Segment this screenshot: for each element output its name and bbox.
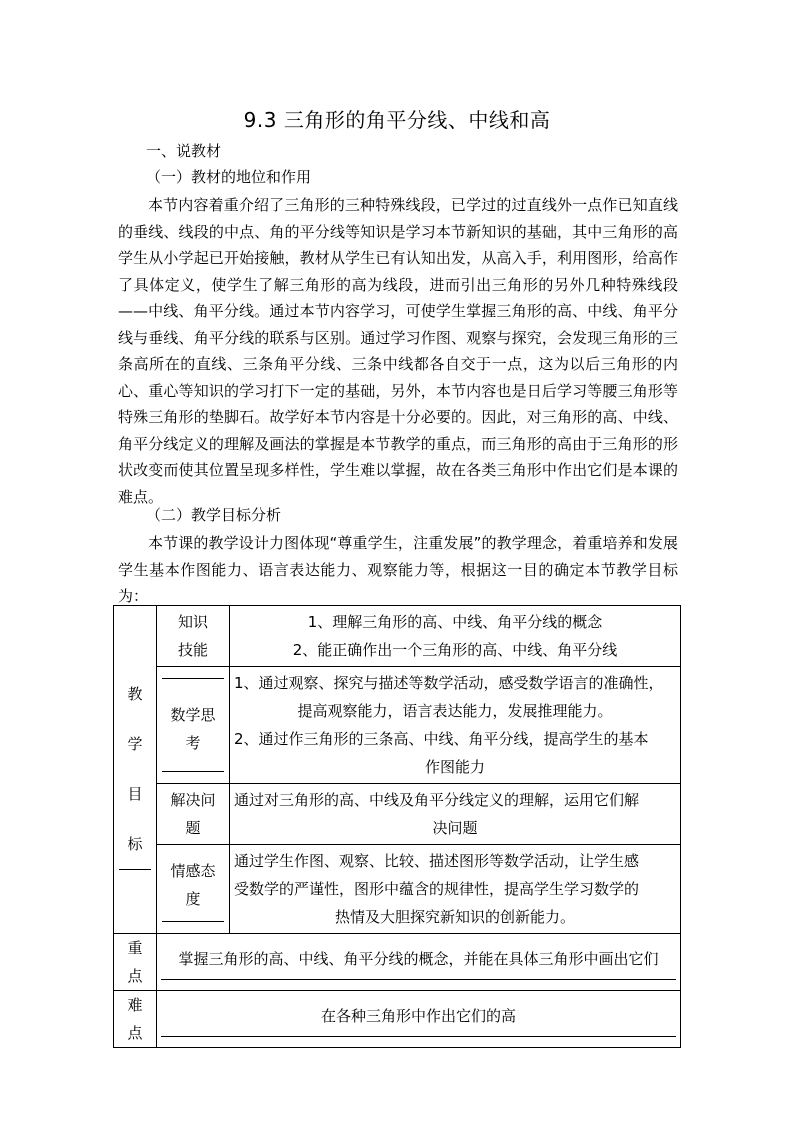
- content-line: 在各种三角形中作出它们的高: [320, 1006, 516, 1025]
- label-text: 知识技能: [177, 613, 208, 659]
- label-text: 情感态度: [170, 861, 216, 908]
- row-label-problem: [157, 784, 230, 845]
- cell-underline: [162, 921, 224, 922]
- objectives-category: [114, 606, 157, 934]
- row-label-knowledge: [157, 606, 230, 667]
- paragraph-2: 本节课的教学设计力图体现“尊重学生，注重发展”的教学理念，着重培养和发展学生基本作图能力、语言表达能力、观察能力等，根据这一目的确定本节教学目标为：: [118, 534, 678, 605]
- content-line: 通过对三角形的高、中线及角平分线定义的理解，运用它们解: [234, 791, 640, 809]
- content-line: 1、通过观察、探究与描述等数学活动，感受数学语言的准确性，: [234, 674, 664, 692]
- row-label-emotion: [157, 845, 230, 934]
- subsection-heading-1: （一）教材的地位和作用: [146, 168, 312, 186]
- row-content-emotion: [230, 845, 681, 934]
- content-line: 作图能力: [424, 758, 485, 776]
- content-line: 受数学的严谨性，图形中蕴含的规律性，提高学生学习数学的: [234, 880, 640, 898]
- cell-underline: [119, 869, 151, 870]
- cell-underline: [161, 979, 676, 980]
- category-char: 标: [127, 835, 143, 853]
- key-point-label: [114, 934, 157, 991]
- cell-underline: [161, 1036, 676, 1037]
- content-line: 1、理解三角形的高、中线、角平分线的概念: [307, 613, 603, 631]
- content-line: 2、能正确作出一个三角形的高、中线、角平分线: [292, 641, 618, 659]
- cell-underline: [162, 678, 224, 679]
- label-text: 难点: [127, 996, 143, 1042]
- cell-underline: [162, 771, 224, 772]
- objectives-table: [113, 605, 681, 1048]
- difficult-point-label: [114, 991, 157, 1048]
- content-line: 2、通过作三角形的三条高、中线、角平分线，提高学生的基本: [234, 730, 649, 748]
- row-content-problem: [230, 784, 681, 845]
- category-char: 学: [127, 735, 143, 753]
- row-content-knowledge: [230, 606, 681, 667]
- label-text: 数学思考: [170, 706, 216, 752]
- content-line: 通过学生作图、观察、比较、描述图形等数学活动，让学生感: [234, 852, 640, 870]
- label-text: 解决问题: [170, 791, 216, 837]
- row-content-thinking: [230, 667, 681, 784]
- content-line: 决问题: [432, 819, 478, 837]
- row-label-thinking: [157, 667, 230, 784]
- section-heading-1: 一、说教材: [146, 142, 222, 160]
- key-point-content: [157, 934, 681, 991]
- subsection-heading-2: （二）教学目标分析: [146, 506, 282, 524]
- category-char: 目: [127, 785, 143, 803]
- content-line: 提高观察能力，语言表达能力，发展推理能力。: [297, 702, 613, 720]
- difficult-point-content: [157, 991, 681, 1048]
- content-line: 热情及大胆探究新知识的创新能力。: [334, 908, 575, 926]
- paragraph-1: 本节内容着重介绍了三角形的三种特殊线段，已学过的过直线外一点作已知直线的垂线、线段的中点、角的平分线等知识是学习本节新知识的基础，其中三角形的高学生从小学起已开始接触，教材从学生已有认知出发，从高入手，利用图形，给高作了具体定义，使学生了解三角形的高为线段，进而引出三角形的另外几种特殊线段——中线、角平分线。通过本节内容学习，可使学生掌握三角形的高、中线、角平分线与垂线、角平分线的联系与区别。通过学习作图、观察与探究，会发现三角形的三条高所在的直线、三条角平分线、三条中线都各自交于一点，这为以后三角形的内心、重心等知识的学习打下一定的基础，另外，本节内容也是日后学习等腰三角形等特殊三角形的垫脚石。故学好本节内容是十分必要的。因此，对三角形的高、中线、角平分线定义的理解及画法的掌握是本节教学的重点，而三角形的高由于三角形的形状改变而使其位置呈现多样性，学生难以掌握，故在各类三角形中作出它们是本课的难点。: [118, 196, 678, 506]
- label-text: 重点: [127, 939, 143, 985]
- category-char: 教: [127, 685, 143, 703]
- page-title: 9.3 三角形的角平分线、中线和高: [243, 108, 551, 132]
- content-line: 掌握三角形的高、中线、角平分线的概念，并能在具体三角形中画出它们: [178, 949, 659, 968]
